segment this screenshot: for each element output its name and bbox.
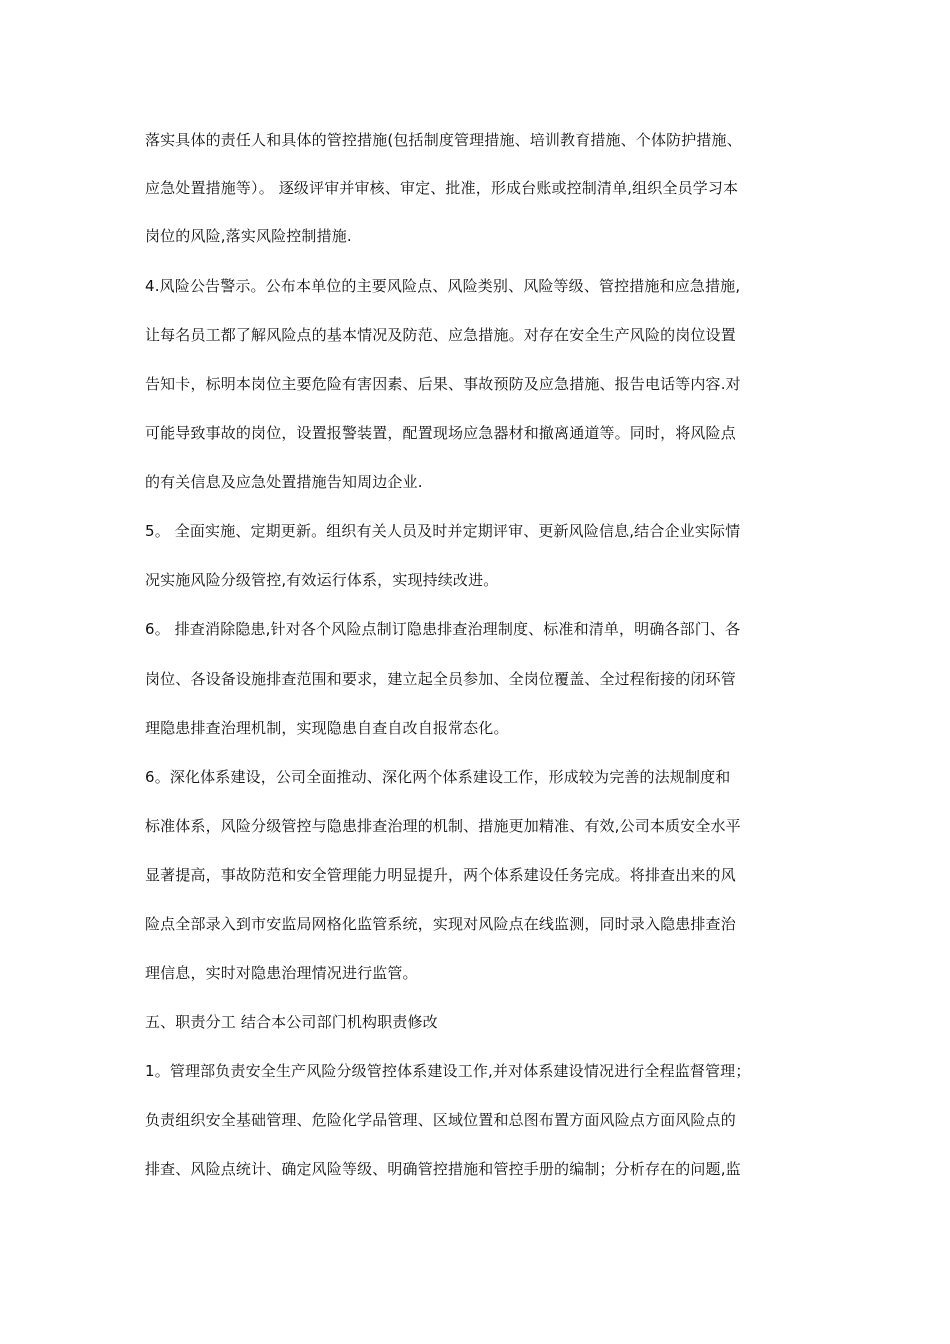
text-line: 标准体系，风险分级管控与隐患排查治理的机制、措施更加精准、有效,公司本质安全水平 [145, 817, 741, 835]
text-line: 岗位、各设备设施排查范围和要求，建立起全员参加、全岗位覆盖、全过程衔接的闭环管 [145, 670, 736, 688]
text-line: 理信息，实时对隐患治理情况进行监管。 [145, 964, 418, 982]
text-line: 4.风险公告警示。公布本单位的主要风险点、风险类别、风险等级、管控措施和应急措施, [145, 277, 741, 295]
text-line: 显著提高，事故防范和安全管理能力明显提升，两个体系建设任务完成。将排查出来的风 [145, 866, 736, 884]
text-line: 让每名员工都了解风险点的基本情况及防范、应急措施。对存在安全生产风险的岗位设置 [145, 326, 736, 344]
section-heading: 五、职责分工 结合本公司部门机构职责修改 [145, 1013, 438, 1031]
text-line: 6。 排查消除隐患,针对各个风险点制订隐患排查治理制度、标准和清单，明确各部门、各 [145, 620, 741, 638]
text-line: 应急处置措施等）。 逐级评审并审核、审定、批准，形成台账或控制清单,组织全员学习本 [145, 179, 739, 197]
text-line: 岗位的风险,落实风险控制措施. [145, 227, 352, 245]
text-line: 排查、风险点统计、确定风险等级、明确管控措施和管控手册的编制；分析存在的问题,监 [145, 1160, 741, 1178]
text-line: 可能导致事故的岗位，设置报警装置，配置现场应急器材和撤离通道等。同时，将风险点 [145, 424, 736, 442]
text-line: 1。管理部负责安全生产风险分级管控体系建设工作,并对体系建设情况进行全程监督管理； [145, 1062, 751, 1080]
text-line: 6。深化体系建设，公司全面推动、深化两个体系建设工作，形成较为完善的法规制度和 [145, 768, 731, 786]
text-line: 险点全部录入到市安监局网格化监管系统，实现对风险点在线监测，同时录入隐患排查治 [145, 915, 736, 933]
text-line: 况实施风险分级管控,有效运行体系，实现持续改进。 [145, 571, 499, 589]
text-line: 负责组织安全基础管理、危险化学品管理、区域位置和总图布置方面风险点方面风险点的 [145, 1111, 736, 1129]
text-line: 落实具体的责任人和具体的管控措施(包括制度管理措施、培训教育措施、个体防护措施、 [145, 131, 742, 149]
text-line: 理隐患排查治理机制，实现隐患自查自改自报常态化。 [145, 719, 509, 737]
text-line: 告知卡，标明本岗位主要危险有害因素、后果、事故预防及应急措施、报告电话等内容.对 [145, 375, 741, 393]
text-line: 5。 全面实施、定期更新。组织有关人员及时并定期评审、更新风险信息,结合企业实际情 [145, 522, 741, 540]
text-line: 的有关信息及应急处置措施告知周边企业. [145, 473, 423, 491]
